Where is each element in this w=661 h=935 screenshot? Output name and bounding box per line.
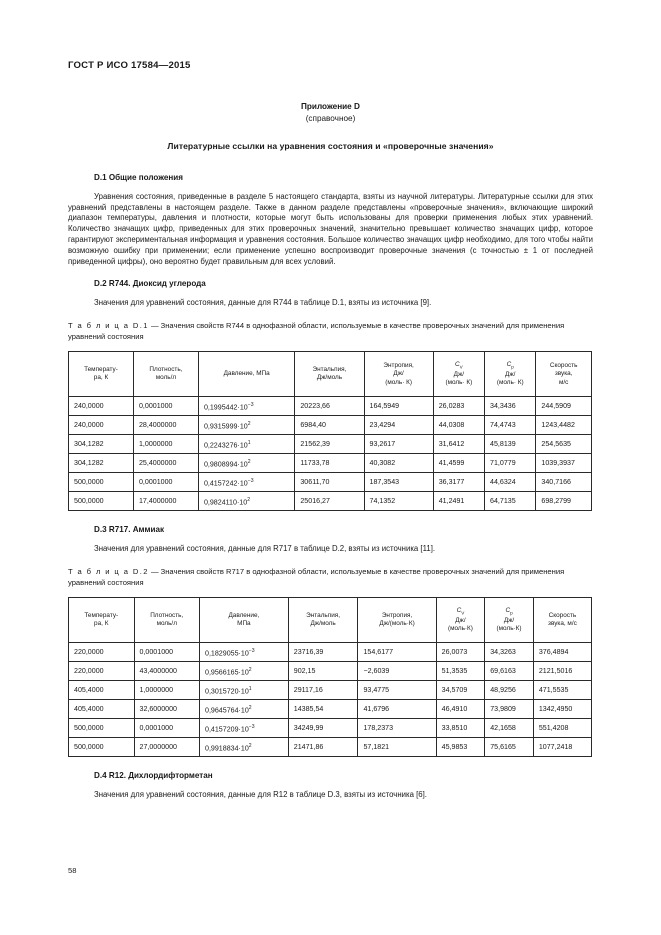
table-cell-cp: 75,6165 <box>485 738 534 757</box>
table-cell-cp: 42,1658 <box>485 719 534 738</box>
table-cell-enthalpy: 29117,16 <box>288 681 358 700</box>
section-heading-d3: D.3 R717. Аммиак <box>94 525 165 535</box>
table-cell-sound-speed: 254,5635 <box>536 435 592 454</box>
table-cell-entropy: 40,3082 <box>364 454 433 473</box>
table-cell-enthalpy: 20223,66 <box>295 397 364 416</box>
table-cell-cv: 41,4599 <box>433 454 484 473</box>
table-cell-cp: 64,7135 <box>485 492 536 511</box>
table-cell-sound-speed: 551,4208 <box>533 719 591 738</box>
table-header-row <box>69 352 592 397</box>
table-row <box>69 719 592 738</box>
table-column-header: Энтропия, Дж/ (моль· К) <box>364 352 433 397</box>
table-cell-entropy: 178,2373 <box>358 719 436 738</box>
table-cell-cv: 36,3177 <box>433 473 484 492</box>
table-cell-cp: 73,9809 <box>485 700 534 719</box>
table-cell-entropy: 23,4294 <box>364 416 433 435</box>
table-cell-density: 0,0001000 <box>133 397 198 416</box>
table-cell-density: 17,4000000 <box>133 492 198 511</box>
table-cell-sound-speed: 1243,4482 <box>536 416 592 435</box>
table-cell-temperature: 500,0000 <box>69 719 135 738</box>
table-caption-text-d2: — Значения свойств R717 в однофазной области, используемые в качестве проверочных значений для применения уравнений состояния <box>68 567 565 587</box>
table-cell-enthalpy: 21471,86 <box>288 738 358 757</box>
table-caption-d2 <box>68 567 593 588</box>
table-cell-density: 32,6000000 <box>134 700 200 719</box>
table-cell-sound-speed: 1039,3937 <box>536 454 592 473</box>
table-cell-density: 43,4000000 <box>134 662 200 681</box>
table-cell-cv: 26,0073 <box>436 643 485 662</box>
table-cell-cv: 26,0283 <box>433 397 484 416</box>
table-cell-entropy: −2,6039 <box>358 662 436 681</box>
table-column-header: Плотность, моль/л <box>134 598 200 643</box>
annex-block <box>68 101 593 125</box>
table-cell-pressure: $0,1995442\cdot 10^{-3}$ <box>198 397 294 416</box>
table-cell-cp: 34,3263 <box>485 643 534 662</box>
section-heading-d4: D.4 R12. Дихлордифторметан <box>94 771 213 781</box>
table-cell-entropy: 164,5949 <box>364 397 433 416</box>
table-cell-enthalpy: 25016,27 <box>295 492 364 511</box>
table-d2-head <box>69 598 592 643</box>
table-cell-sound-speed: 1077,2418 <box>533 738 591 757</box>
table-row <box>69 643 592 662</box>
table-caption-label-d1: Т а б л и ц а D.1 <box>68 321 149 331</box>
table-d2-body <box>69 643 592 757</box>
table-caption-text-d1: — Значения свойств R744 в однофазной области, используемые в качестве проверочных значений для применения уравнений состояния <box>68 321 565 341</box>
table-row <box>69 454 592 473</box>
table-caption-d1 <box>68 321 593 342</box>
section-paragraph-d1: Уравнения состояния, приведенные в разделе 5 настоящего стандарта, взяты из научной литературы. Литературные ссылки для этих уравнений представлены в настоящем разделе. Также в данном разделе представлены «проверочные значения», включающие широкий диапазон температуры, давления и плотности, которые могут быть использованы для проверки применения любых этих уравнений. Количество значащих цифр, приведенных для этих проверочных значений, значительно превышает количество значащих цифр, которое гарантируют экспериментальная информация и уравнения состояния. Большое количество значащих цифр необходимо, для того чтобы найти возможную ошибку при применении; если применение успешно воспроизводит проверочные значения (с точностью ± 1 от последней приведенной цифры), оно вероятно будет правильным для всех условий. <box>68 191 593 266</box>
table-cell-temperature: 304,1282 <box>69 435 134 454</box>
table-cell-pressure: $0,4157209\cdot 10^{-3}$ <box>200 719 289 738</box>
table-cell-temperature: 240,0000 <box>69 397 134 416</box>
table-cell-density: 27,0000000 <box>134 738 200 757</box>
table-cell-cp: 48,9256 <box>485 681 534 700</box>
table-column-header: $C_V$ Дж/ (моль· К) <box>433 352 484 397</box>
section-paragraph-d4: Значения для уравнений состояния, данные для R12 в таблице D.3, взяты из источника [6]. <box>94 790 427 800</box>
table-cell-sound-speed: 244,5909 <box>536 397 592 416</box>
table-cell-density: 28,4000000 <box>133 416 198 435</box>
table-cell-temperature: 405,4000 <box>69 681 135 700</box>
table-row <box>69 738 592 757</box>
table-cell-density: 0,0001000 <box>134 719 200 738</box>
table-column-header: Температу- ра, К <box>69 352 134 397</box>
table-column-header: Энтропия, Дж/(моль·К) <box>358 598 436 643</box>
table-cell-pressure: $0,9315999\cdot 10^2$ <box>198 416 294 435</box>
table-cell-pressure: $0,4157242\cdot 10^{-3}$ <box>198 473 294 492</box>
table-column-header: Энтальпия, Дж/моль <box>295 352 364 397</box>
table-cell-cp: 69,6163 <box>485 662 534 681</box>
table-cell-cp: 45,8139 <box>485 435 536 454</box>
table-cell-density: 0,0001000 <box>134 643 200 662</box>
table-column-header: $C_V$ Дж/ (моль·К) <box>436 598 485 643</box>
table-cell-density: 1,0000000 <box>134 681 200 700</box>
table-cell-enthalpy: 6984,40 <box>295 416 364 435</box>
table-cell-sound-speed: 2121,5016 <box>533 662 591 681</box>
table-column-header: Плотность, моль/л <box>133 352 198 397</box>
table-cell-sound-speed: 1342,4950 <box>533 700 591 719</box>
table-cell-temperature: 405,4000 <box>69 700 135 719</box>
table-row <box>69 492 592 511</box>
table-cell-density: 25,4000000 <box>133 454 198 473</box>
table-cell-cv: 51,3535 <box>436 662 485 681</box>
table-d1 <box>68 351 592 511</box>
table-column-header: Давление, МПа <box>200 598 289 643</box>
table-header-row <box>69 598 592 643</box>
table-cell-enthalpy: 23716,39 <box>288 643 358 662</box>
table-cell-entropy: 93,4775 <box>358 681 436 700</box>
table-cell-entropy: 74,1352 <box>364 492 433 511</box>
table-cell-entropy: 57,1821 <box>358 738 436 757</box>
table-cell-sound-speed: 376,4894 <box>533 643 591 662</box>
table-cell-sound-speed: 340,7166 <box>536 473 592 492</box>
table-row <box>69 435 592 454</box>
table-d1-head <box>69 352 592 397</box>
table-row <box>69 397 592 416</box>
table-column-header: Скорость звука, м/с <box>533 598 591 643</box>
table-cell-entropy: 154,6177 <box>358 643 436 662</box>
table-cell-entropy: 41,6796 <box>358 700 436 719</box>
page-number: 58 <box>68 866 77 875</box>
table-cell-temperature: 220,0000 <box>69 643 135 662</box>
table-cell-cv: 34,5709 <box>436 681 485 700</box>
table-row <box>69 681 592 700</box>
table-cell-pressure: $0,9918834\cdot 10^2$ <box>200 738 289 757</box>
annex-heading: Литературные ссылки на уравнения состояния и «проверочные значения» <box>167 140 494 151</box>
table-cell-sound-speed: 471,5535 <box>533 681 591 700</box>
annex-subtitle: (справочное) <box>305 113 356 123</box>
table-column-header: Температу- ра, К <box>69 598 135 643</box>
table-cell-pressure: $0,9566165\cdot 10^2$ <box>200 662 289 681</box>
table-cell-pressure: $0,1829055\cdot 10^{-3}$ <box>200 643 289 662</box>
table-d2 <box>68 597 592 757</box>
table-cell-cp: 71,0779 <box>485 454 536 473</box>
table-column-header: Скорость звука, м/с <box>536 352 592 397</box>
annex-title: Приложение D <box>301 102 360 111</box>
table-cell-temperature: 500,0000 <box>69 738 135 757</box>
table-cell-enthalpy: 14385,54 <box>288 700 358 719</box>
table-cell-enthalpy: 902,15 <box>288 662 358 681</box>
section-heading-d2: D.2 R744. Диоксид углерода <box>94 279 206 289</box>
document-header: ГОСТ Р ИСО 17584—2015 <box>68 60 191 71</box>
table-cell-cv: 33,8510 <box>436 719 485 738</box>
table-cell-entropy: 187,3543 <box>364 473 433 492</box>
table-cell-pressure: $0,9824110\cdot 10^2$ <box>198 492 294 511</box>
section-paragraph-d3: Значения для уравнений состояния, данные для R717 в таблице D.2, взяты из источника [11]. <box>94 544 436 554</box>
table-cell-entropy: 93,2617 <box>364 435 433 454</box>
table-cell-cv: 31,6412 <box>433 435 484 454</box>
section-paragraph-d2: Значения для уравнений состояния, данные для R744 в таблице D.1, взяты из источника [9]. <box>94 298 432 308</box>
table-row <box>69 662 592 681</box>
table-cell-pressure: $0,3015720\cdot 10^1$ <box>200 681 289 700</box>
table-caption-label-d2: Т а б л и ц а D.2 <box>68 567 149 577</box>
table-cell-cv: 41,2491 <box>433 492 484 511</box>
table-cell-pressure: $0,2243276\cdot 10^1$ <box>198 435 294 454</box>
table-cell-enthalpy: 11733,78 <box>295 454 364 473</box>
table-column-header: Энтальпия, Дж/моль <box>288 598 358 643</box>
table-cell-pressure: $0,9808994\cdot 10^2$ <box>198 454 294 473</box>
table-cell-temperature: 240,0000 <box>69 416 134 435</box>
table-row <box>69 473 592 492</box>
table-cell-cv: 45,9853 <box>436 738 485 757</box>
table-cell-density: 0,0001000 <box>133 473 198 492</box>
table-cell-temperature: 500,0000 <box>69 492 134 511</box>
table-row <box>69 700 592 719</box>
table-cell-pressure: $0,9645764\cdot 10^2$ <box>200 700 289 719</box>
table-cell-enthalpy: 30611,70 <box>295 473 364 492</box>
table-column-header: $C_p$ Дж/ (моль· К) <box>485 352 536 397</box>
table-column-header: $C_p$ Дж/ (моль·К) <box>485 598 534 643</box>
table-cell-cp: 34,3436 <box>485 397 536 416</box>
table-cell-enthalpy: 21562,39 <box>295 435 364 454</box>
section-heading-d1: D.1 Общие положения <box>94 172 183 182</box>
table-cell-temperature: 220,0000 <box>69 662 135 681</box>
table-cell-density: 1,0000000 <box>133 435 198 454</box>
page-content <box>68 60 593 813</box>
table-column-header: Давление, МПа <box>198 352 294 397</box>
table-cell-cp: 44,6324 <box>485 473 536 492</box>
table-cell-cp: 74,4743 <box>485 416 536 435</box>
table-cell-cv: 46,4910 <box>436 700 485 719</box>
table-d1-body <box>69 397 592 511</box>
table-cell-sound-speed: 698,2799 <box>536 492 592 511</box>
table-cell-temperature: 500,0000 <box>69 473 134 492</box>
table-row <box>69 416 592 435</box>
table-cell-temperature: 304,1282 <box>69 454 134 473</box>
table-cell-enthalpy: 34249,99 <box>288 719 358 738</box>
table-cell-cv: 44,0308 <box>433 416 484 435</box>
